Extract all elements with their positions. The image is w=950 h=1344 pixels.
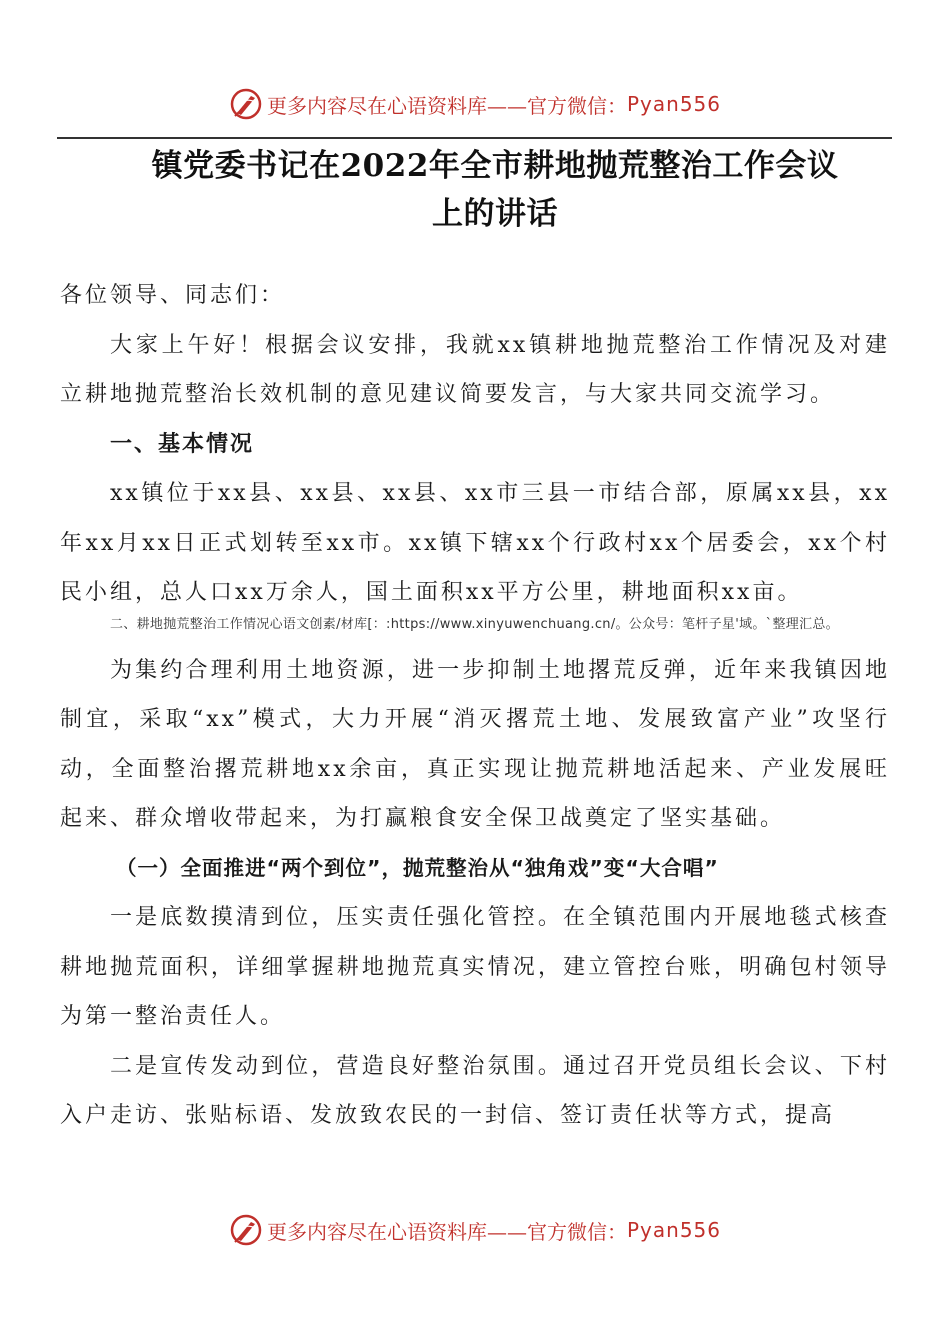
title-line-1: 镇党委书记在2022年全市耕地抛荒整治工作会议 xyxy=(151,148,839,184)
source-note: 二、耕地抛荒整治工作情况心语文创素/材库[：:https://www.xinyuwenchuang.cn/。公众号：笔杆子星'域。`整理汇总。 xyxy=(110,616,839,632)
title-line-2: 上的讲话 xyxy=(432,196,558,232)
footer-banner xyxy=(0,1208,950,1252)
document-body xyxy=(60,271,890,1141)
banner-text: 更多内容尽在心语资料库——官方微信： xyxy=(266,93,627,118)
banner-contact: Pyan556 xyxy=(626,1218,721,1242)
greeting: 各位领导、同志们： xyxy=(60,283,286,308)
document-title xyxy=(100,142,890,238)
basic-info-paragraph: xx镇位于xx县、xx县、xx县、xx市三县一市结合部，原属xx县，xx年xx月xx日正式划转至xx市。xx镇下辖xx个行政村xx个居委会，xx个村民小组，总人口xx万余人，国土面积xx平方公里，耕地面积xx亩。 xyxy=(60,481,890,605)
point-one-paragraph: 一是底数摸清到位，压实责任强化管控。在全镇范围内开展地毯式核查耕地抛荒面积，详细掌握耕地抛荒真实情况，建立管控台账，明确包村领导为第一整治责任人。 xyxy=(60,905,890,1029)
banner-contact: Pyan556 xyxy=(626,92,721,116)
overview-paragraph: 为集约合理利用土地资源，进一步抑制土地撂荒反弹，近年来我镇因地制宜，采取“xx”模式，大力开展“消灭撂荒土地、发展致富产业”攻坚行动，全面整治撂荒耕地xx余亩，真正实现让抛荒耕地活起来、产业发展旺起来、群众增收带起来，为打赢粮食安全保卫战奠定了坚实基础。 xyxy=(60,657,890,831)
quill-logo-icon xyxy=(229,1213,263,1247)
subsection-heading-1: （一）全面推进“两个到位”，抛荒整治从“独角戏”变“大合唱” xyxy=(116,855,719,880)
banner-text: 更多内容尽在心语资料库——官方微信： xyxy=(266,1219,627,1244)
header-divider xyxy=(57,137,892,139)
intro-paragraph: 大家上午好！根据会议安排，我就xx镇耕地抛荒整治工作情况及对建立耕地抛荒整治长效机制的意见建议简要发言，与大家共同交流学习。 xyxy=(60,332,890,407)
quill-logo-icon xyxy=(229,87,263,121)
section-heading-1: 一、基本情况 xyxy=(110,431,255,457)
point-two-paragraph: 二是宣传发动到位，营造良好整治氛围。通过召开党员组长会议、下村入户走访、张贴标语、发放致农民的一封信、签订责任状等方式，提高 xyxy=(60,1053,890,1128)
header-banner xyxy=(0,82,950,126)
